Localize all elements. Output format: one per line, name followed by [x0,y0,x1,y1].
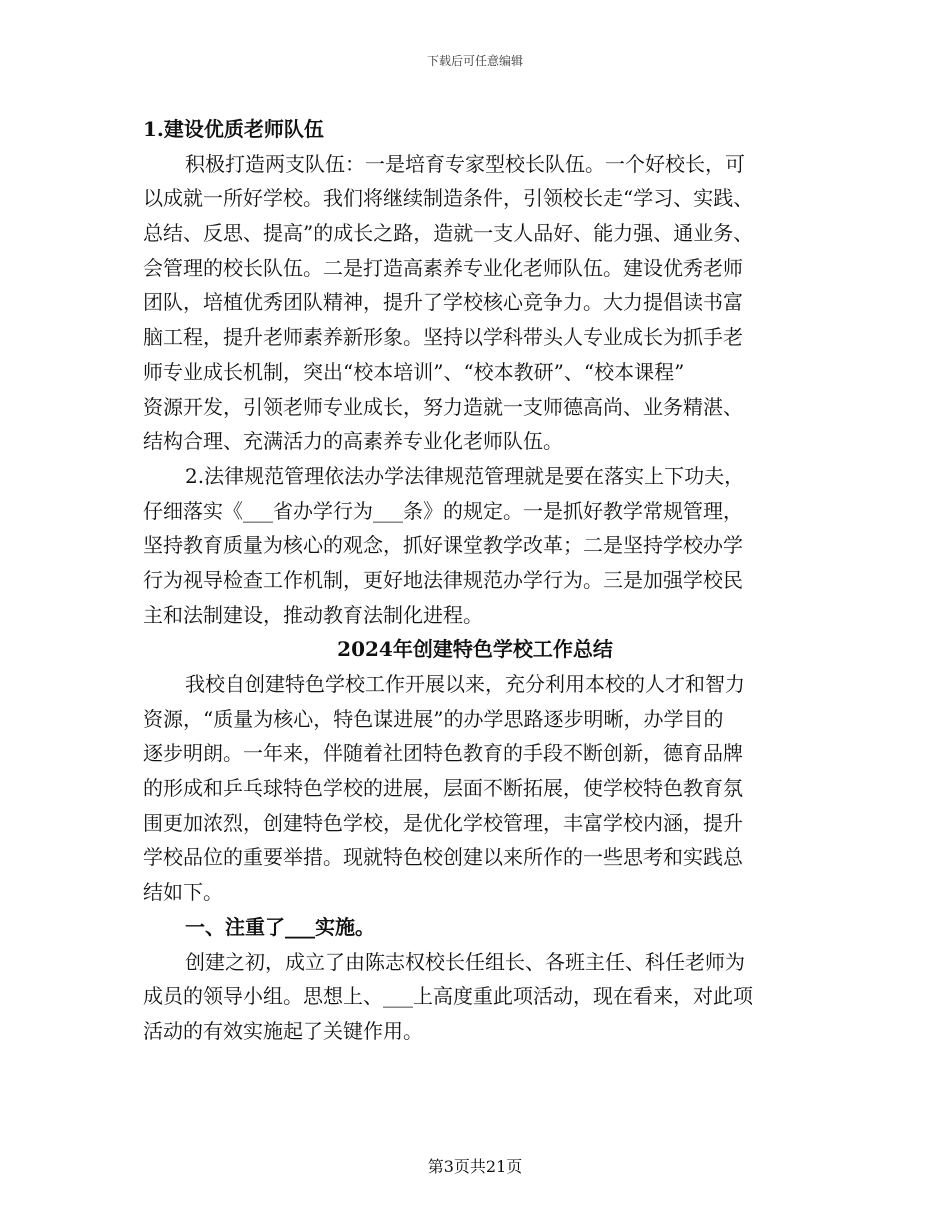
paragraph-line: 学校品位的重要举措。现就特色校创建以来所作的一些思考和实践总 [143,845,743,870]
paragraph-line: 仔细落实《___省办学行为___条》的规定。一是抓好教学常规管理， [143,498,743,523]
document-title: 2024年创建特色学校工作总结 [337,637,613,662]
paragraph-line: 会管理的校长队伍。二是打造高素养专业化老师队伍。建设优秀老师 [143,255,743,280]
section-heading-implementation: 一、注重了___实施。 [185,914,375,939]
paragraph-line: 师专业成长机制，突出“校本培训”、“校本教研”、“校本课程” [143,359,685,384]
paragraph-line: 逐步明朗。一年来，伴随着社团特色教育的手段不断创新，德育品牌 [143,741,743,766]
paragraph-line: 创建之初，成立了由陈志权校长任组长、各班主任、科任老师为 [185,949,745,974]
document-body [143,112,807,1049]
paragraph-line: 行为视导检查工作机制，更好地法律规范办学行为。三是加强学校民 [143,567,743,592]
paragraph-line: 资源开发，引领老师专业成长，努力造就一支师德高尚、业务精湛、 [143,394,743,419]
paragraph-line: 结构合理、充满活力的高素养专业化老师队伍。 [143,429,563,454]
paragraph-line: 成员的领导小组。思想上、___上高度重此项活动，现在看来，对此项 [143,984,753,1009]
page-header-note: 下载后可任意编辑 [426,54,523,68]
paragraph-line: 团队，培植优秀团队精神，提升了学校核心竞争力。大力提倡读书富 [143,290,743,315]
paragraph-line: 围更加浓烈，创建特色学校，是优化学校管理，丰富学校内涵，提升 [143,810,743,835]
section-heading-teachers: 1.建设优质老师队伍 [143,117,324,141]
page-number: 第3页共21页 [427,1157,523,1176]
paragraph-line: 脑工程，提升老师素养新形象。坚持以学科带头人专业成长为抓手老 [143,325,743,350]
paragraph-line: 主和法制建设，推动教育法制化进程。 [143,602,483,627]
paragraph-line: 的形成和乒乓球特色学校的进展，层面不断拓展，使学校特色教育氛 [143,776,743,801]
paragraph-line: 积极打造两支队伍：一是培育专家型校长队伍。一个好校长，可 [185,151,745,176]
paragraph-line: 活动的有效实施起了关键作用。 [143,1018,423,1043]
paragraph-line: 总结、反思、提高”的成长之路，造就一支人品好、能力强、通业务、 [143,221,754,246]
paragraph-line: 我校自创建特色学校工作开展以来，充分利用本校的人才和智力 [185,672,745,696]
paragraph-line: 资源，“质量为核心，特色谋进展”的办学思路逐步明晰，办学目的 [143,706,724,731]
paragraph-line: 坚持教育质量为核心的观念，抓好课堂教学改革；二是坚持学校办学 [143,533,743,558]
paragraph-line: 以成就一所好学校。我们将继续制造条件，引领校长走“学习、实践、 [143,186,754,211]
paragraph-line: 2.法律规范管理依法办学法律规范管理就是要在落实上下功夫， [185,463,745,488]
paragraph-line: 结如下。 [143,880,223,905]
